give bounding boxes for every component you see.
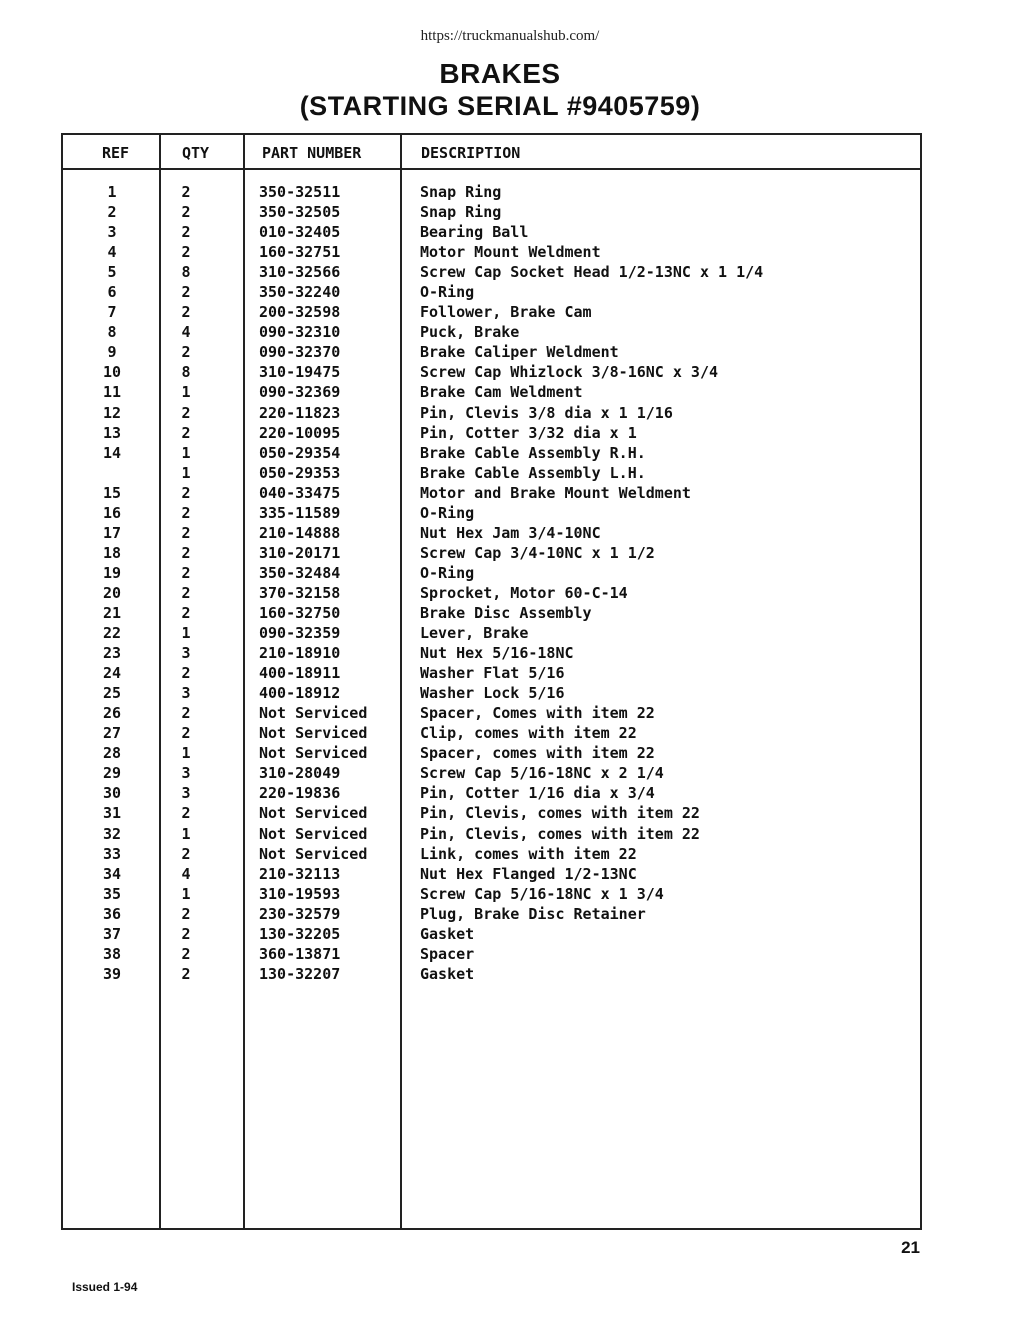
cell-part-number: Not Serviced: [259, 824, 368, 843]
table-row: [0, 783, 1020, 803]
cell-part-number: 370-32158: [259, 583, 341, 602]
cell-ref: 20: [102, 583, 122, 602]
cell-description: Screw Cap 3/4-10NC x 1 1/2: [420, 543, 655, 562]
cell-part-number: 400-18911: [259, 664, 341, 683]
cell-qty: 2: [181, 603, 191, 622]
cell-description: Gasket: [420, 964, 475, 983]
cell-description: Nut Hex Jam 3/4-10NC: [420, 523, 601, 542]
cell-qty: 1: [181, 383, 191, 402]
table-row: [0, 763, 1020, 783]
cell-description: Snap Ring: [420, 203, 502, 222]
cell-qty: 2: [181, 724, 191, 743]
cell-ref: 3: [107, 223, 117, 242]
cell-description: Pin, Clevis, comes with item 22: [420, 824, 700, 843]
cell-ref: 4: [107, 243, 117, 262]
cell-description: Pin, Clevis 3/8 dia x 1 1/16: [420, 403, 673, 422]
column-header-part-number: PART NUMBER: [262, 144, 362, 162]
cell-qty: 2: [181, 844, 191, 863]
cell-part-number: 160-32750: [259, 603, 341, 622]
cell-part-number: 220-10095: [259, 423, 341, 442]
cell-description: Link, comes with item 22: [420, 844, 637, 863]
cell-part-number: 310-28049: [259, 764, 341, 783]
cell-description: Brake Cam Weldment: [420, 383, 583, 402]
cell-ref: 11: [102, 383, 122, 402]
cell-part-number: 050-29353: [259, 463, 341, 482]
cell-ref: 34: [102, 864, 122, 883]
cell-qty: 2: [181, 343, 191, 362]
cell-part-number: Not Serviced: [259, 724, 368, 743]
cell-ref: 23: [102, 644, 122, 663]
cell-qty: 2: [181, 203, 191, 222]
cell-ref: 15: [102, 483, 122, 502]
cell-qty: 2: [181, 704, 191, 723]
table-row: [0, 723, 1020, 743]
cell-ref: 32: [102, 824, 122, 843]
table-row: [0, 182, 1020, 202]
cell-ref: 26: [102, 704, 122, 723]
cell-ref: 14: [102, 443, 122, 462]
cell-part-number: 130-32205: [259, 924, 341, 943]
cell-part-number: 310-20171: [259, 543, 341, 562]
cell-qty: 3: [181, 684, 191, 703]
cell-description: Lever, Brake: [420, 624, 529, 643]
table-row: [0, 262, 1020, 282]
cell-qty: 2: [181, 503, 191, 522]
table-row: [0, 683, 1020, 703]
cell-part-number: 160-32751: [259, 243, 341, 262]
cell-qty: 2: [181, 423, 191, 442]
cell-description: Bearing Ball: [420, 223, 529, 242]
cell-ref: 16: [102, 503, 122, 522]
cell-description: Brake Disc Assembly: [420, 603, 592, 622]
cell-ref: 8: [107, 323, 117, 342]
cell-part-number: Not Serviced: [259, 704, 368, 723]
cell-description: Clip, comes with item 22: [420, 724, 637, 743]
table-row: [0, 743, 1020, 763]
cell-qty: 2: [181, 183, 191, 201]
cell-description: Pin, Cotter 1/16 dia x 3/4: [420, 784, 655, 803]
table-row: [0, 603, 1020, 623]
cell-part-number: 050-29354: [259, 443, 341, 462]
cell-part-number: 360-13871: [259, 944, 341, 963]
cell-qty: 3: [181, 784, 191, 803]
cell-part-number: Not Serviced: [259, 804, 368, 823]
cell-ref: 24: [102, 664, 122, 683]
table-row: [0, 543, 1020, 563]
cell-ref: 36: [102, 904, 122, 923]
cell-qty: 3: [181, 764, 191, 783]
table-row: [0, 463, 1020, 483]
cell-qty: 1: [181, 884, 191, 903]
cell-qty: 2: [181, 944, 191, 963]
table-row: [0, 302, 1020, 322]
cell-description: Gasket: [420, 924, 475, 943]
table-row: [0, 803, 1020, 823]
cell-ref: 27: [102, 724, 122, 743]
cell-description: Brake Caliper Weldment: [420, 343, 619, 362]
cell-ref: 21: [102, 603, 122, 622]
table-row: [0, 924, 1020, 944]
table-row: [0, 884, 1020, 904]
cell-part-number: 220-11823: [259, 403, 341, 422]
cell-qty: 2: [181, 223, 191, 242]
table-row: [0, 423, 1020, 443]
source-url: https://truckmanualshub.com/: [420, 28, 600, 44]
cell-qty: 4: [181, 323, 191, 342]
cell-ref: 17: [102, 523, 122, 542]
cell-qty: 1: [181, 824, 191, 843]
cell-part-number: 010-32405: [259, 223, 341, 242]
table-row: [0, 342, 1020, 362]
cell-ref: 12: [102, 403, 122, 422]
table-row: [0, 443, 1020, 463]
table-row: [0, 282, 1020, 302]
table-row: [0, 403, 1020, 423]
cell-part-number: Not Serviced: [259, 844, 368, 863]
cell-part-number: 090-32359: [259, 624, 341, 643]
cell-qty: 2: [181, 543, 191, 562]
cell-part-number: 335-11589: [259, 503, 341, 522]
cell-ref: 30: [102, 784, 122, 803]
table-row: [0, 322, 1020, 342]
cell-part-number: 090-32310: [259, 323, 341, 342]
cell-ref: 38: [102, 944, 122, 963]
cell-ref: 7: [107, 303, 117, 322]
cell-ref: 28: [102, 744, 122, 763]
cell-part-number: Not Serviced: [259, 744, 368, 763]
table-row: [0, 844, 1020, 864]
cell-qty: 2: [181, 924, 191, 943]
cell-part-number: 350-32505: [259, 203, 341, 222]
cell-part-number: 090-32369: [259, 383, 341, 402]
cell-part-number: 200-32598: [259, 303, 341, 322]
table-row: [0, 563, 1020, 583]
cell-description: Motor and Brake Mount Weldment: [420, 483, 691, 502]
table-row: [0, 944, 1020, 964]
cell-description: Spacer, Comes with item 22: [420, 704, 655, 723]
cell-qty: 2: [181, 403, 191, 422]
page-subtitle: (STARTING SERIAL #9405759): [299, 91, 701, 121]
cell-part-number: 350-32511: [259, 183, 341, 201]
cell-part-number: 210-14888: [259, 523, 341, 542]
header-divider: [61, 168, 922, 170]
cell-ref: 37: [102, 924, 122, 943]
cell-description: Nut Hex 5/16-18NC: [420, 644, 574, 663]
cell-description: Motor Mount Weldment: [420, 243, 601, 262]
cell-qty: 2: [181, 563, 191, 582]
cell-ref: 33: [102, 844, 122, 863]
cell-part-number: 310-32566: [259, 263, 341, 282]
cell-qty: 2: [181, 283, 191, 302]
cell-qty: 8: [181, 363, 191, 382]
cell-ref: 19: [102, 563, 122, 582]
table-row: [0, 904, 1020, 924]
cell-qty: 2: [181, 583, 191, 602]
cell-description: O-Ring: [420, 283, 475, 302]
cell-qty: 1: [181, 744, 191, 763]
cell-description: Screw Cap Socket Head 1/2-13NC x 1 1/4: [420, 263, 764, 282]
cell-qty: 1: [181, 443, 191, 462]
cell-description: Puck, Brake: [420, 323, 520, 342]
cell-ref: 29: [102, 764, 122, 783]
cell-qty: 4: [181, 864, 191, 883]
cell-part-number: 350-32240: [259, 283, 341, 302]
cell-ref: 1: [107, 183, 117, 201]
cell-part-number: 210-32113: [259, 864, 341, 883]
cell-ref: 35: [102, 884, 122, 903]
cell-part-number: 090-32370: [259, 343, 341, 362]
cell-description: Sprocket, Motor 60-C-14: [420, 583, 628, 602]
cell-qty: 1: [181, 463, 191, 482]
cell-description: Nut Hex Flanged 1/2-13NC: [420, 864, 637, 883]
table-row: [0, 824, 1020, 844]
cell-qty: 1: [181, 624, 191, 643]
cell-ref: 25: [102, 684, 122, 703]
table-row: [0, 222, 1020, 242]
cell-ref: 18: [102, 543, 122, 562]
cell-description: O-Ring: [420, 503, 475, 522]
cell-part-number: 230-32579: [259, 904, 341, 923]
cell-description: Screw Cap 5/16-18NC x 1 3/4: [420, 884, 664, 903]
cell-description: Brake Cable Assembly L.H.: [420, 463, 646, 482]
cell-description: O-Ring: [420, 563, 475, 582]
cell-description: Plug, Brake Disc Retainer: [420, 904, 646, 923]
cell-description: Pin, Clevis, comes with item 22: [420, 804, 700, 823]
column-header-ref: REF: [102, 144, 130, 162]
table-body: [0, 182, 1020, 984]
cell-part-number: 040-33475: [259, 483, 341, 502]
page-title: BRAKES: [439, 58, 561, 89]
table-row: [0, 362, 1020, 382]
cell-description: Screw Cap Whizlock 3/8-16NC x 3/4: [420, 363, 719, 382]
cell-ref: 39: [102, 964, 122, 983]
cell-part-number: 310-19593: [259, 884, 341, 903]
cell-part-number: 350-32484: [259, 563, 341, 582]
column-header-qty: QTY: [182, 144, 210, 162]
table-row: [0, 964, 1020, 984]
cell-description: Follower, Brake Cam: [420, 303, 592, 322]
cell-qty: 2: [181, 904, 191, 923]
cell-description: Washer Lock 5/16: [420, 684, 565, 703]
cell-part-number: 210-18910: [259, 644, 341, 663]
cell-ref: 2: [107, 203, 117, 222]
table-row: [0, 483, 1020, 503]
cell-part-number: 310-19475: [259, 363, 341, 382]
cell-part-number: 400-18912: [259, 684, 341, 703]
cell-part-number: 130-32207: [259, 964, 341, 983]
cell-ref: 31: [102, 804, 122, 823]
table-row: [0, 583, 1020, 603]
table-row: [0, 382, 1020, 402]
cell-qty: 2: [181, 243, 191, 262]
cell-part-number: 220-19836: [259, 784, 341, 803]
table-row: [0, 202, 1020, 222]
cell-ref: 10: [102, 363, 122, 382]
cell-ref: 22: [102, 624, 122, 643]
cell-description: Pin, Cotter 3/32 dia x 1: [420, 423, 637, 442]
column-header-description: DESCRIPTION: [421, 144, 521, 162]
issued-date: Issued 1-94: [72, 1280, 138, 1294]
cell-qty: 3: [181, 644, 191, 663]
table-row: [0, 643, 1020, 663]
cell-ref: 9: [107, 343, 117, 362]
table-row: [0, 503, 1020, 523]
table-row: [0, 663, 1020, 683]
cell-qty: 2: [181, 804, 191, 823]
cell-ref: 5: [107, 263, 117, 282]
cell-description: Screw Cap 5/16-18NC x 2 1/4: [420, 764, 664, 783]
table-row: [0, 242, 1020, 262]
table-row: [0, 703, 1020, 723]
cell-description: Brake Cable Assembly R.H.: [420, 443, 646, 462]
cell-qty: 2: [181, 523, 191, 542]
page-number: 21: [901, 1238, 920, 1257]
cell-description: Washer Flat 5/16: [420, 664, 565, 683]
cell-qty: 8: [181, 263, 191, 282]
cell-ref: 6: [107, 283, 117, 302]
cell-description: Spacer, comes with item 22: [420, 744, 655, 763]
cell-qty: 2: [181, 483, 191, 502]
table-row: [0, 523, 1020, 543]
cell-description: Spacer: [420, 944, 475, 963]
cell-ref: 13: [102, 423, 122, 442]
cell-qty: 2: [181, 964, 191, 983]
cell-qty: 2: [181, 303, 191, 322]
cell-qty: 2: [181, 664, 191, 683]
table-row: [0, 623, 1020, 643]
table-row: [0, 864, 1020, 884]
cell-description: Snap Ring: [420, 183, 502, 201]
